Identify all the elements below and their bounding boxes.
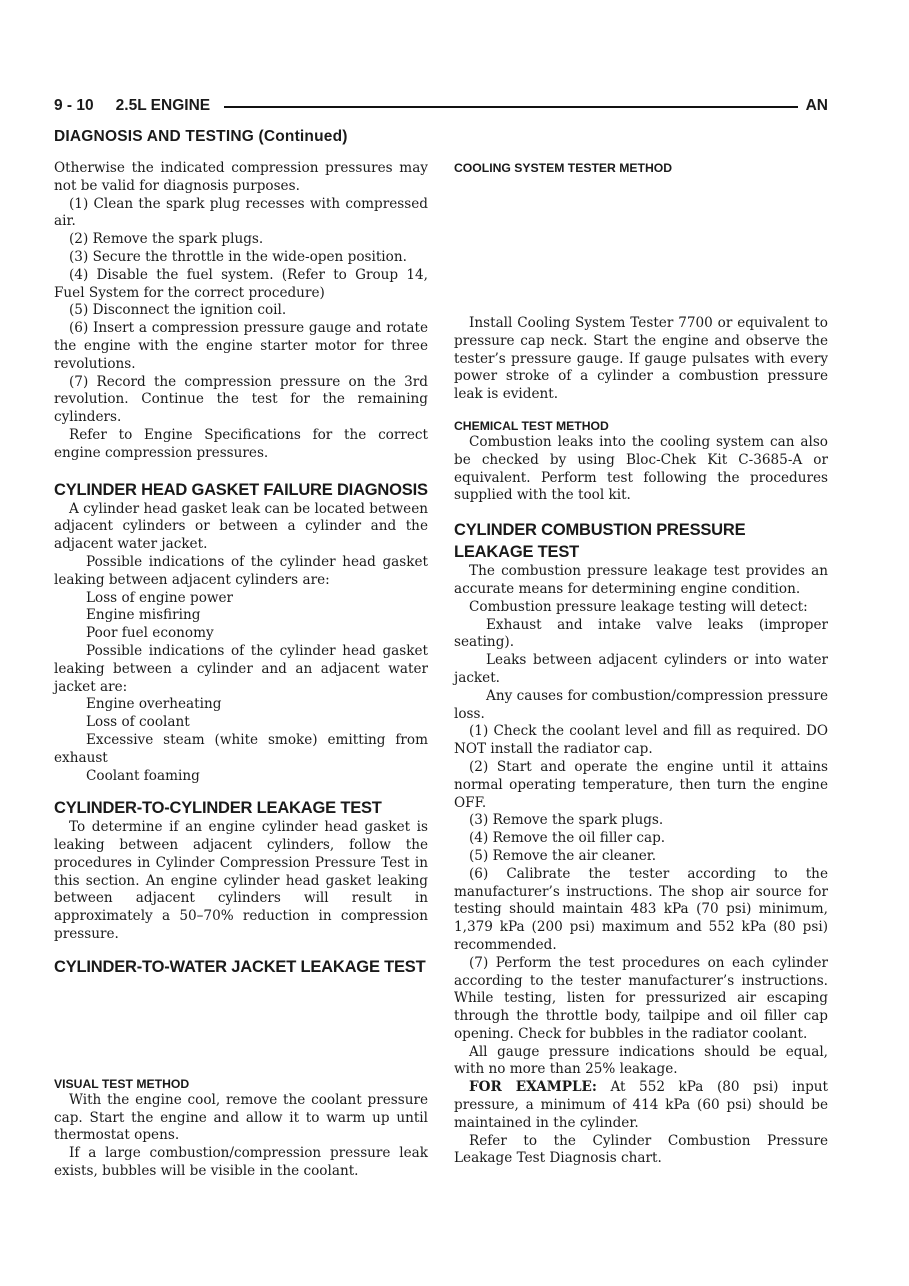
step-7: (7) Record the compression pressure on the 3rd revolution. Continue the test for the remaining cylinders. xyxy=(54,373,428,426)
visual-test-heading: VISUAL TEST METHOD xyxy=(54,1076,190,1091)
cyl-to-water-heading: CYLINDER-TO-WATER JACKET LEAKAGE TEST xyxy=(54,957,426,976)
step-6: (6) Insert a compression pressure gauge and rotate the engine with the engine starter motor for three revolutions. xyxy=(54,320,428,372)
equal-pressure-text: All gauge pressure indications should be equal, with no more than 25% leakage. xyxy=(454,1043,828,1078)
header-rule xyxy=(224,106,798,108)
example-label: FOR EXAMPLE: xyxy=(469,1079,597,1096)
cooling-tester-heading: COOLING SYSTEM TESTER METHOD xyxy=(454,161,673,175)
refer-chart-text: Refer to the Cylinder Combustion Pressure Leakage Test Diagnosis chart. xyxy=(454,1132,828,1167)
step-5: (5) Disconnect the ignition coil. xyxy=(69,302,287,319)
step-1: (1) Clean the spark plug recesses with compressed air. xyxy=(54,195,428,230)
detect-item: Any causes for combustion/compression pressure loss. xyxy=(454,687,828,722)
chapter-title: 2.5L ENGINE xyxy=(115,97,211,114)
edition-code: AN xyxy=(800,97,828,115)
section-banner: DIAGNOSIS AND TESTING (Continued) xyxy=(54,128,348,145)
chemical-test-heading: CHEMICAL TEST METHOD xyxy=(454,418,609,433)
step-3: (3) Secure the throttle in the wide-open position. xyxy=(69,248,407,265)
list-item: Poor fuel economy xyxy=(86,625,214,642)
leak-step-1: (1) Check the coolant level and fill as required. DO NOT install the radiator cap. xyxy=(454,723,828,758)
list-item: Engine misfiring xyxy=(86,607,201,624)
right-column xyxy=(454,160,828,1168)
step-2: (2) Remove the spark plugs. xyxy=(69,231,264,248)
left-column xyxy=(54,160,428,1181)
example-paragraph xyxy=(454,1079,828,1132)
visual-text-1: With the engine cool, remove the coolant pressure cap. Start the engine and allow it to warm up until thermostat opens. xyxy=(54,1091,428,1144)
cyl-to-cyl-heading: CYLINDER-TO-CYLINDER LEAKAGE TEST xyxy=(54,799,382,818)
adjacent-cylinders-intro: Possible indications of the cylinder head gasket leaking between adjacent cylinders are: xyxy=(54,553,428,588)
cyl-to-cyl-text: To determine if an engine cylinder head gasket is leaking between adjacent cylinders, follow the procedures in Cylinder Compression Pressure Test in this section. An engine cylinder head gasket leaking between adjacent cylinders will result in approximately a 50–70% reduction in compression pressure. xyxy=(54,819,428,943)
leak-step-4: (4) Remove the oil filler cap. xyxy=(469,830,666,847)
refer-specs: Refer to Engine Specifications for the correct engine compression pressures. xyxy=(54,426,428,461)
list-item: Coolant foaming xyxy=(86,767,200,784)
intro-paragraph: Otherwise the indicated compression pressures may not be valid for diagnosis purposes. xyxy=(54,160,428,194)
leak-step-7: (7) Perform the test procedures on each cylinder according to the tester manufacturer’s instructions. While testing, listen for pressurized air escaping through the throttle body, tailpipe and oil filler cap opening. Check for bubbles in the radiator coolant. xyxy=(454,954,828,1042)
leak-step-2: (2) Start and operate the engine until it attains normal operating temperature, then turn the engine OFF. xyxy=(454,758,828,811)
step-4: (4) Disable the fuel system. (Refer to Group 14, Fuel System for the correct procedure) xyxy=(54,266,428,301)
water-jacket-intro: Possible indications of the cylinder head gasket leaking between a cylinder and an adjacent water jacket are: xyxy=(54,642,428,695)
example-text: At 552 kPa (80 psi) input pressure, a minimum of 414 kPa (60 psi) should be maintained in the cylinder. xyxy=(454,1079,828,1131)
leak-step-5: (5) Remove the air cleaner. xyxy=(469,847,657,864)
detect-item: Exhaust and intake valve leaks (improper seating). xyxy=(454,616,828,651)
leakage-test-heading: CYLINDER COMBUSTION PRESSURE LEAKAGE TEST xyxy=(454,521,746,562)
detect-intro: Combustion pressure leakage testing will detect: xyxy=(469,598,808,615)
chemical-test-text: Combustion leaks into the cooling system can also be checked by using Bloc-Chek Kit C-3685-A or equivalent. Perform test following the procedures supplied with the tool kit. xyxy=(454,433,828,504)
list-item: Engine overheating xyxy=(86,696,222,713)
gasket-failure-heading: CYLINDER HEAD GASKET FAILURE DIAGNOSIS xyxy=(54,480,428,499)
list-item: Loss of coolant xyxy=(86,714,190,731)
leakage-intro: The combustion pressure leakage test provides an accurate means for determining engine condition. xyxy=(454,563,828,597)
page-header xyxy=(54,97,828,117)
list-item: Excessive steam (white smoke) emitting from exhaust xyxy=(54,731,428,766)
header-left xyxy=(54,97,216,115)
page-number: 9 - 10 xyxy=(54,97,94,114)
visual-text-2: If a large combustion/compression pressure leak exists, bubbles will be visible in the coolant. xyxy=(54,1145,428,1180)
cooling-tester-text: Install Cooling System Tester 7700 or equivalent to pressure cap neck. Start the engine and observe the tester’s pressure gauge. If gauge pulsates with every power stroke of a cylinder a combustion pressure leak is evident. xyxy=(454,315,828,403)
leak-step-6: (6) Calibrate the tester according to the manufacturer’s instructions. The shop air source for testing should maintain 483 kPa (70 psi) minimum, 1,379 kPa (200 psi) maximum and 552 kPa (80 psi) recommended. xyxy=(454,865,828,953)
leak-step-3: (3) Remove the spark plugs. xyxy=(469,812,664,829)
detect-item: Leaks between adjacent cylinders or into water jacket. xyxy=(454,652,828,686)
list-item: Loss of engine power xyxy=(86,589,234,606)
gasket-intro: A cylinder head gasket leak can be located between adjacent cylinders or between a cylinder and the adjacent water jacket. xyxy=(54,500,428,553)
